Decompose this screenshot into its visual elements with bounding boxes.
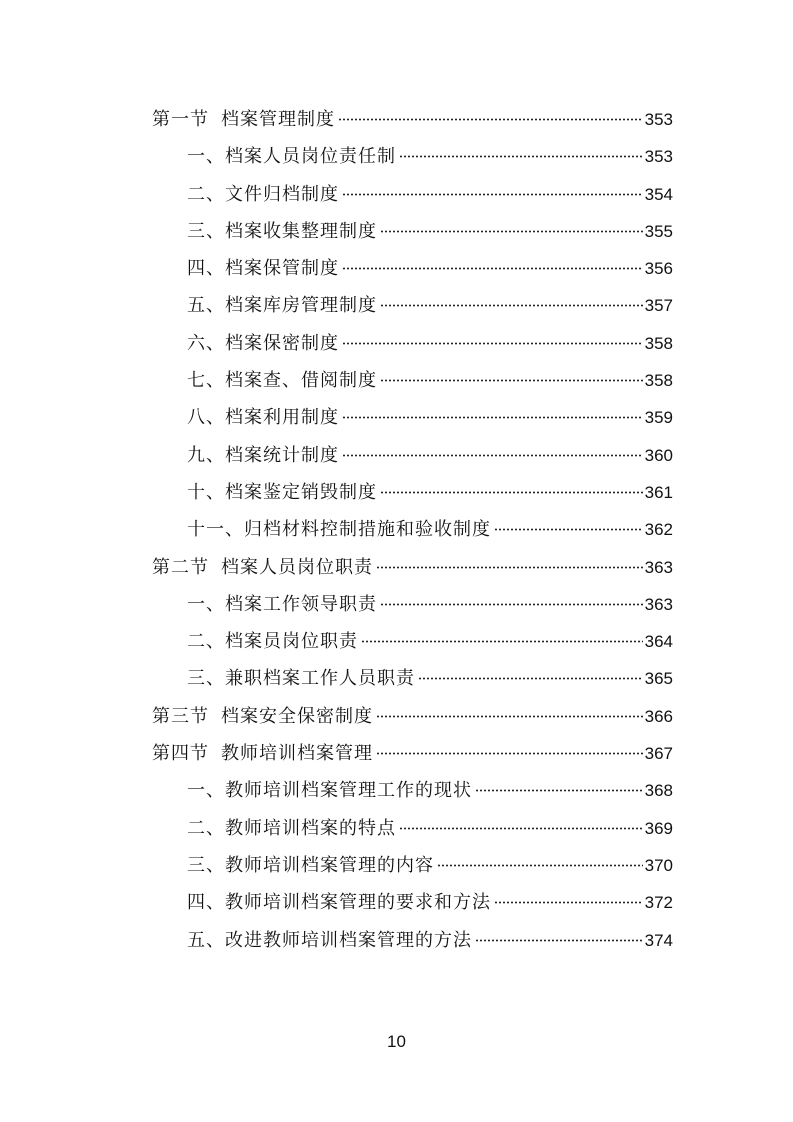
toc-subsection-entry[interactable] <box>152 437 673 474</box>
dot-leader <box>380 491 643 494</box>
toc-subsection-entry[interactable] <box>152 213 673 250</box>
dot-leader <box>380 304 643 307</box>
toc-entry-title <box>187 922 472 959</box>
toc-title-text: 二、文件归档制度 <box>187 183 339 205</box>
toc-entry-title <box>187 287 377 324</box>
toc-title-text: 三、档案收集整理制度 <box>187 220 377 242</box>
dot-leader <box>494 901 643 904</box>
dot-leader <box>342 416 643 419</box>
toc-entry-title <box>152 735 373 772</box>
toc-title-text: 教师培训档案管理 <box>221 743 373 765</box>
dot-leader <box>380 379 643 382</box>
toc-subsection-entry[interactable] <box>152 511 673 548</box>
page-number: 10 <box>387 1032 406 1051</box>
dot-leader <box>399 155 643 158</box>
toc-title-text: 一、档案工作领导职责 <box>187 593 377 615</box>
toc-subsection-entry[interactable] <box>152 250 673 287</box>
toc-page-number: 368 <box>644 781 673 801</box>
table-of-contents <box>152 101 673 959</box>
toc-title-text: 三、教师培训档案管理的内容 <box>187 854 434 876</box>
toc-page-number: 363 <box>644 594 673 614</box>
toc-entry-title <box>187 176 339 213</box>
dot-leader <box>342 193 643 196</box>
toc-page-number: 363 <box>644 557 673 577</box>
toc-title-text: 一、档案人员岗位责任制 <box>187 146 396 168</box>
toc-title-text: 档案管理制度 <box>221 109 335 130</box>
toc-page-number: 353 <box>644 110 673 129</box>
dot-leader <box>342 267 643 270</box>
toc-page-number: 357 <box>644 296 673 316</box>
toc-title-text: 十一、归档材料控制措施和验收制度 <box>187 519 491 541</box>
toc-entry-title <box>187 623 358 660</box>
toc-title-text: 七、档案查、借阅制度 <box>187 370 377 392</box>
toc-title-text: 一、教师培训档案管理工作的现状 <box>187 780 472 802</box>
dot-leader <box>418 677 643 680</box>
dot-leader <box>380 230 643 233</box>
toc-section-prefix: 第四节 <box>152 743 209 765</box>
toc-section-entry[interactable] <box>152 698 673 735</box>
toc-page-number: 361 <box>644 482 673 502</box>
toc-page-number: 365 <box>644 669 673 689</box>
toc-page-number: 358 <box>644 333 673 353</box>
dot-leader <box>494 528 643 531</box>
toc-subsection-entry[interactable] <box>152 660 673 697</box>
toc-title-text: 八、档案利用制度 <box>187 407 339 429</box>
dot-leader <box>342 342 643 345</box>
toc-page-number: 366 <box>644 706 673 726</box>
toc-title-text: 二、教师培训档案的特点 <box>187 817 396 839</box>
toc-entry-title <box>187 437 339 474</box>
toc-title-text: 五、改进教师培训档案管理的方法 <box>187 929 472 951</box>
toc-subsection-entry[interactable] <box>152 325 673 362</box>
dot-leader <box>361 640 643 643</box>
toc-page-number: 360 <box>644 445 673 465</box>
toc-subsection-entry[interactable] <box>152 922 673 959</box>
toc-entry-title <box>187 884 491 921</box>
toc-page-number: 367 <box>644 744 673 764</box>
toc-subsection-entry[interactable] <box>152 399 673 436</box>
toc-title-text: 六、档案保密制度 <box>187 332 339 354</box>
toc-subsection-entry[interactable] <box>152 138 673 175</box>
dot-leader <box>399 827 643 830</box>
toc-section-prefix: 第二节 <box>152 556 209 578</box>
toc-page-number: 354 <box>644 184 673 204</box>
toc-subsection-entry[interactable] <box>152 884 673 921</box>
toc-entry-title <box>187 511 491 548</box>
toc-entry-title <box>187 138 396 175</box>
toc-section-entry[interactable] <box>152 549 673 586</box>
dot-leader <box>338 118 643 121</box>
toc-section-entry[interactable] <box>152 101 673 138</box>
toc-entry-title <box>187 810 396 847</box>
toc-title-text: 九、档案统计制度 <box>187 444 339 466</box>
toc-page-number: 355 <box>644 221 673 241</box>
toc-entry-title <box>152 549 373 586</box>
toc-section-prefix: 第三节 <box>152 705 209 727</box>
toc-title-text: 四、教师培训档案管理的要求和方法 <box>187 892 491 914</box>
toc-page-number: 369 <box>644 818 673 838</box>
toc-entry-title <box>187 772 472 809</box>
toc-entry-title <box>187 847 434 884</box>
toc-entry-title <box>187 325 339 362</box>
dot-leader <box>475 789 643 792</box>
toc-title-text: 二、档案员岗位职责 <box>187 631 358 653</box>
toc-entry-title <box>187 213 377 250</box>
toc-subsection-entry[interactable] <box>152 586 673 623</box>
toc-page-number: 356 <box>644 259 673 279</box>
toc-entry-title <box>187 474 377 511</box>
dot-leader <box>342 454 643 457</box>
toc-subsection-entry[interactable] <box>152 474 673 511</box>
toc-page-number: 362 <box>644 520 673 540</box>
toc-title-text: 四、档案保管制度 <box>187 258 339 280</box>
dot-leader <box>376 566 643 569</box>
dot-leader <box>380 603 643 606</box>
toc-page-number: 364 <box>644 632 673 652</box>
toc-page-number: 359 <box>644 408 673 428</box>
toc-entry-title <box>152 101 335 138</box>
toc-entry-title <box>187 250 339 287</box>
toc-subsection-entry[interactable] <box>152 176 673 213</box>
dot-leader <box>376 752 643 755</box>
toc-subsection-entry[interactable] <box>152 362 673 399</box>
dot-leader <box>376 715 643 718</box>
toc-section-prefix: 第一节 <box>152 109 209 130</box>
toc-page-number: 353 <box>644 147 673 167</box>
toc-entry-title <box>187 362 377 399</box>
toc-subsection-entry[interactable] <box>152 847 673 884</box>
toc-subsection-entry[interactable] <box>152 623 673 660</box>
toc-subsection-entry[interactable] <box>152 287 673 324</box>
dot-leader <box>437 864 643 867</box>
toc-title-text: 五、档案库房管理制度 <box>187 295 377 317</box>
toc-title-text: 三、兼职档案工作人员职责 <box>187 668 415 690</box>
toc-page-number: 374 <box>644 930 673 950</box>
dot-leader <box>475 939 643 942</box>
toc-title-text: 档案安全保密制度 <box>221 705 373 727</box>
toc-subsection-entry[interactable] <box>152 810 673 847</box>
toc-entry-title <box>187 660 415 697</box>
toc-page-number: 370 <box>644 855 673 875</box>
toc-title-text: 档案人员岗位职责 <box>221 556 373 578</box>
toc-entry-title <box>152 698 373 735</box>
toc-entry-title <box>187 586 377 623</box>
toc-entry-title <box>187 399 339 436</box>
toc-section-entry[interactable] <box>152 735 673 772</box>
toc-subsection-entry[interactable] <box>152 772 673 809</box>
toc-page-number: 358 <box>644 371 673 391</box>
toc-page-number: 372 <box>644 893 673 913</box>
toc-title-text: 十、档案鉴定销毁制度 <box>187 481 377 503</box>
